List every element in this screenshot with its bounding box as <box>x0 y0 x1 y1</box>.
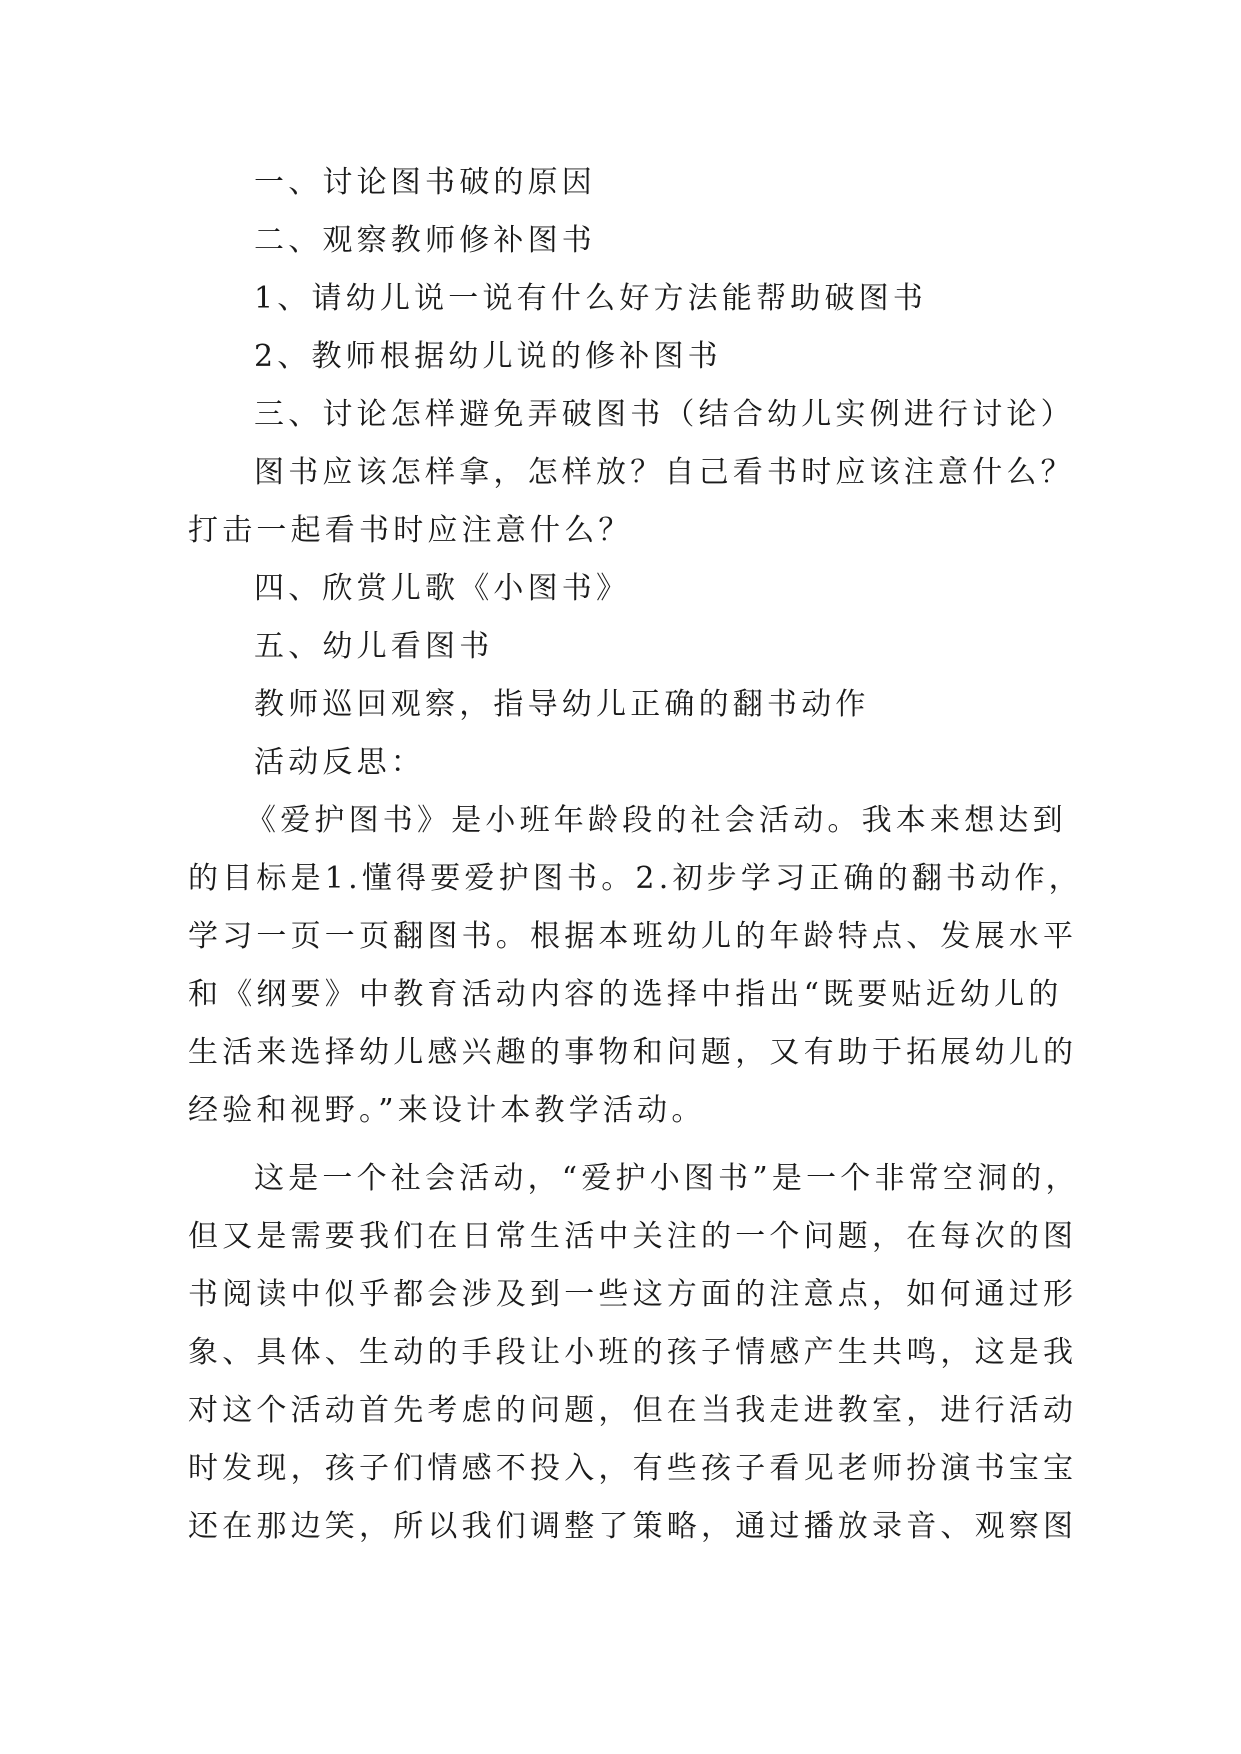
step-2: 2、教师根据幼儿说的修补图书 <box>254 339 722 374</box>
paragraph-line: 但又是需要我们在日常生活中关注的一个问题，在每次的图 <box>188 1219 1078 1254</box>
paragraph-line: 这是一个社会活动，“爱护小图书”是一个非常空洞的， <box>254 1161 1080 1196</box>
section-heading-2: 二、观察教师修补图书 <box>254 223 596 258</box>
reflection-heading: 活动反思： <box>254 745 425 780</box>
paragraph-line: 打击一起看书时应注意什么？ <box>188 513 633 548</box>
section-heading-1: 一、讨论图书破的原因 <box>254 165 596 200</box>
paragraph-line: 书阅读中似乎都会涉及到一些这方面的注意点，如何通过形 <box>188 1277 1078 1312</box>
step-1: 1、请幼儿说一说有什么好方法能帮助破图书 <box>254 281 928 316</box>
paragraph-line: 图书应该怎样拿，怎样放？自己看书时应该注意什么？ <box>254 455 1075 490</box>
paragraph-line: 还在那边笑，所以我们调整了策略，通过播放录音、观察图 <box>188 1509 1078 1544</box>
paragraph-line: 教师巡回观察，指导幼儿正确的翻书动作 <box>254 687 870 722</box>
document-body <box>188 154 1083 1556</box>
paragraph-line: 对这个活动首先考虑的问题，但在当我走进教室，进行活动 <box>188 1393 1078 1428</box>
section-heading-4: 四、欣赏儿歌《小图书》 <box>254 571 631 606</box>
paragraph-line: 生活来选择幼儿感兴趣的事物和问题，又有助于拓展幼儿的 <box>188 1035 1078 1070</box>
paragraph-line: 的目标是1.懂得要爱护图书。2.初步学习正确的翻书动作， <box>188 861 1083 896</box>
paragraph-line: 《爱护图书》是小班年龄段的社会活动。我本来想达到 <box>246 803 1067 838</box>
section-heading-5: 五、幼儿看图书 <box>254 629 494 664</box>
section-heading-3: 三、讨论怎样避免弄破图书（结合幼儿实例进行讨论） <box>254 397 1075 432</box>
paragraph-line: 经验和视野。”来设计本教学活动。 <box>188 1093 706 1128</box>
paragraph-gap <box>188 1140 1048 1150</box>
paragraph-line: 和《纲要》中教育活动内容的选择中指出“既要贴近幼儿的 <box>188 977 1063 1012</box>
paragraph-line: 象、具体、生动的手段让小班的孩子情感产生共鸣，这是我 <box>188 1335 1078 1370</box>
paragraph-line: 学习一页一页翻图书。根据本班幼儿的年龄特点、发展水平 <box>188 919 1078 954</box>
paragraph-line: 时发现，孩子们情感不投入，有些孩子看见老师扮演书宝宝 <box>188 1451 1078 1486</box>
